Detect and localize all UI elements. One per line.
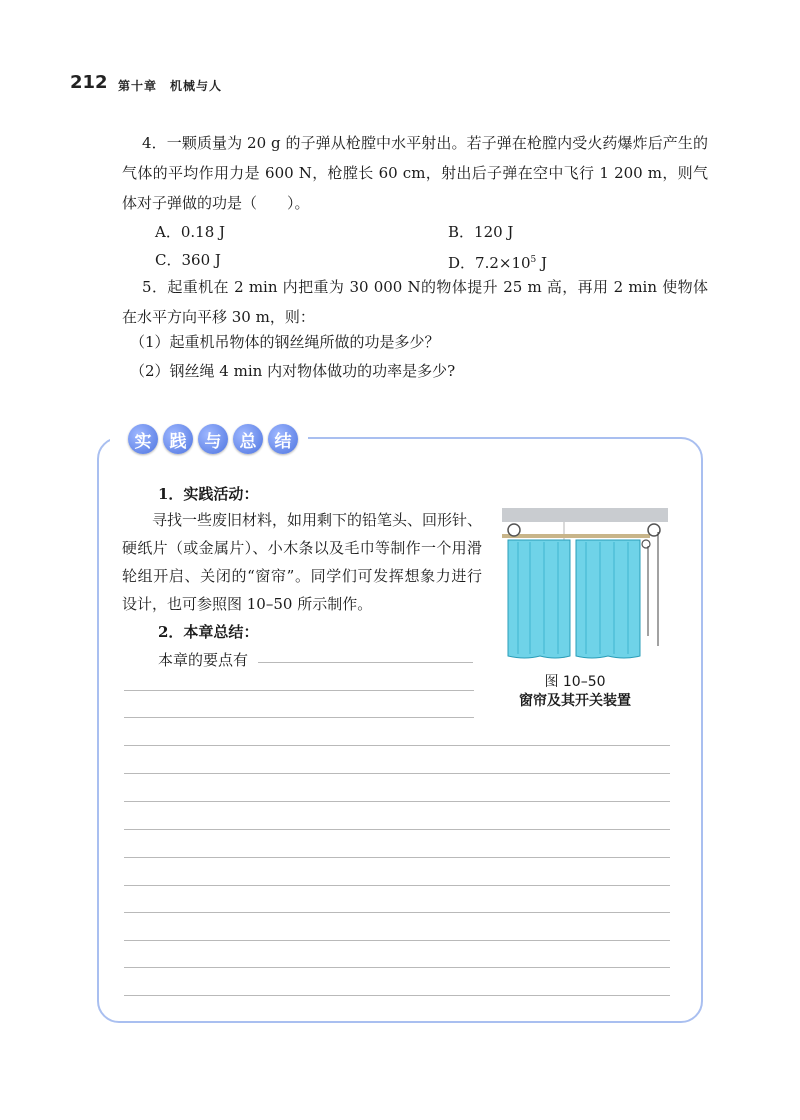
chapter-summary-prompt: 本章的要点有 — [158, 651, 249, 669]
option-a: A．0.18 J — [155, 223, 226, 241]
curtain-right-icon — [576, 540, 640, 658]
section-badge-2: 践 — [163, 424, 193, 454]
option-d-unit: J — [536, 254, 548, 272]
option-d-base: D．7.2×10 — [448, 254, 531, 272]
section-title-badges — [128, 424, 298, 454]
chapter-title: 第十章 机械与人 — [118, 79, 223, 93]
writing-line-12 — [124, 967, 670, 968]
ceiling-board — [502, 508, 668, 522]
figure-number: 图 10–50 — [544, 674, 606, 690]
practice-activity-text: 寻找一些废旧材料，如用剩下的铅笔头、回形针、硬纸片（或金属片）、小木条以及毛巾等制作一个用滑轮组开启、关闭的“窗帘”。同学们可发挥想象力进行设计，也可参照图 10–50 所示制作。 — [122, 511, 483, 613]
practice-activity-title: 1．实践活动： — [158, 485, 259, 503]
writing-line-1 — [258, 662, 473, 663]
writing-line-4 — [124, 745, 670, 746]
curtain-left-icon — [508, 540, 570, 658]
writing-line-8 — [124, 857, 670, 858]
curtain-illustration — [500, 508, 672, 668]
page-number: 212 — [70, 72, 108, 93]
option-b: B．120 J — [448, 223, 514, 241]
question-4: 4．一颗质量为 20 g 的子弹从枪膛中水平射出。若子弹在枪膛内受火药爆炸后产生的气体的平均作用力是 600 N，枪膛长 60 cm，射出后子弹在空中飞行 1 200 m，则气体对子弹做的功是（ ）。 — [122, 134, 708, 212]
option-c: C．360 J — [155, 251, 221, 269]
writing-line-10 — [124, 912, 670, 913]
figure-caption: 窗帘及其开关装置 — [519, 693, 631, 709]
option-d-exponent: 5 — [530, 255, 537, 265]
question-5: 5．起重机在 2 min 内把重为 30 000 N的物体提升 25 m 高，再用 2 min 使物体在水平方向平移 30 m，则： — [122, 278, 708, 326]
chapter-summary-title: 2．本章总结： — [158, 623, 259, 641]
question-5-part-1: （1）起重机吊物体的钢丝绳所做的功是多少？ — [130, 333, 440, 351]
writing-line-5 — [124, 773, 670, 774]
writing-line-7 — [124, 829, 670, 830]
writing-line-11 — [124, 940, 670, 941]
writing-line-13 — [124, 995, 670, 996]
writing-line-9 — [124, 885, 670, 886]
writing-line-3 — [124, 717, 474, 718]
writing-line-6 — [124, 801, 670, 802]
section-badge-5: 结 — [268, 424, 298, 454]
option-d — [448, 249, 547, 274]
writing-line-2 — [124, 690, 474, 691]
pulley-small-icon — [642, 540, 650, 548]
pulley-left-icon — [508, 524, 520, 536]
section-badge-1: 实 — [128, 424, 158, 454]
question-5-part-2: （2）钢丝绳 4 min 内对物体做功的功率是多少? — [130, 362, 456, 380]
section-badge-3: 与 — [198, 424, 228, 454]
section-badge-4: 总 — [233, 424, 263, 454]
